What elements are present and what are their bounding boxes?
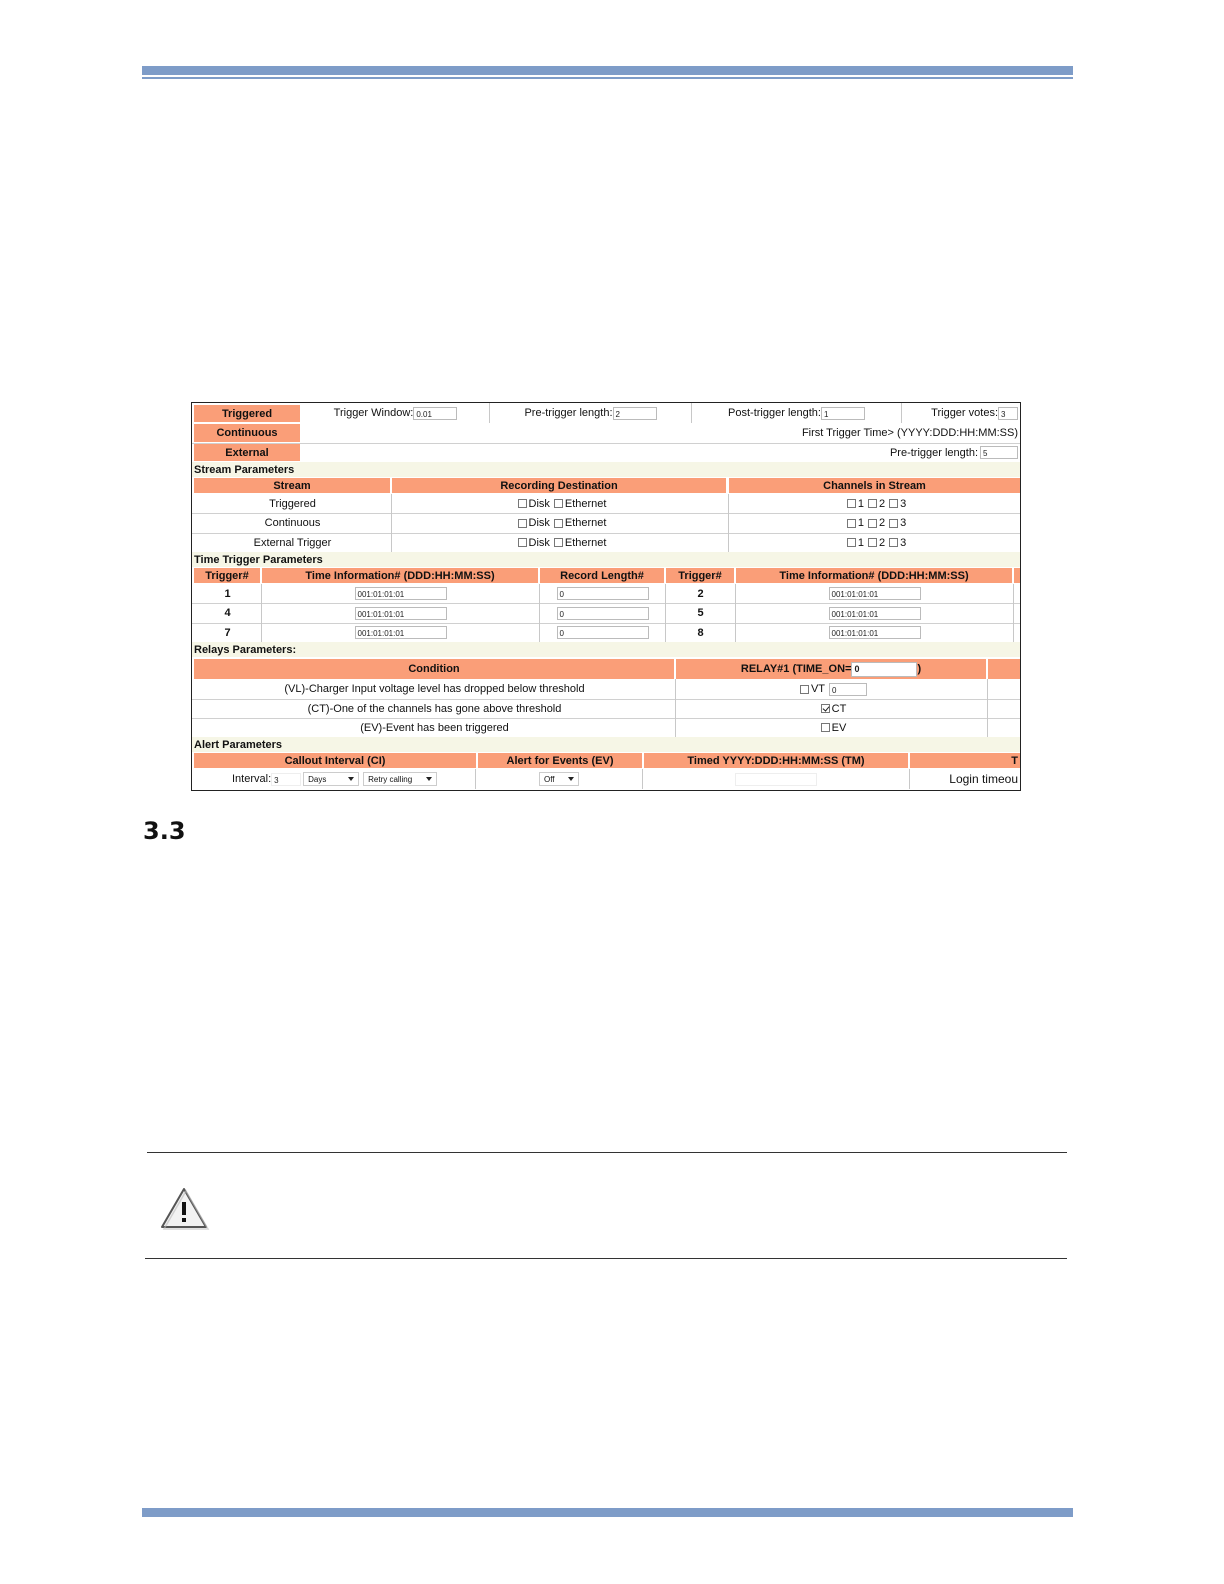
channel-1-checkbox[interactable]: [847, 519, 856, 528]
ethernet-label: Ethernet: [564, 536, 607, 549]
recording-destination-header: Recording Destination: [392, 478, 726, 493]
stream-parameters-section: [192, 462, 1020, 477]
timeout-header: T: [910, 753, 1020, 768]
channel-label: 2: [878, 497, 886, 510]
ethernet-label: Ethernet: [564, 517, 607, 529]
configuration-panel: [191, 402, 1021, 791]
retry-value: Retry calling: [368, 774, 413, 784]
post-trigger-label: Post-trigger length:: [728, 407, 821, 419]
ethernet-checkbox[interactable]: [554, 499, 563, 508]
channel-1-checkbox[interactable]: [847, 538, 856, 547]
channel-label: 3: [900, 536, 907, 549]
time-information-input[interactable]: 001:01:01:01: [355, 607, 447, 620]
vt-label: VT: [810, 683, 826, 695]
section-number: 3.3: [143, 817, 186, 845]
login-timeout-label: Login timeou: [949, 772, 1018, 786]
ct-checkbox[interactable]: [821, 704, 830, 713]
channel-label: 3: [900, 497, 907, 510]
timed-header: Timed YYYY:DDD:HH:MM:SS (TM): [644, 753, 908, 768]
relays-title: Relays Parameters:: [194, 643, 297, 656]
timed-input[interactable]: [735, 773, 817, 786]
external-row: [192, 443, 1020, 463]
channel-1-checkbox[interactable]: [847, 499, 856, 508]
alert-header-row: [192, 753, 1020, 768]
vt-checkbox[interactable]: [800, 685, 809, 694]
time-information-input[interactable]: 001:01:01:01: [355, 587, 447, 600]
interval-label: Interval:: [232, 773, 272, 785]
page-footer-bar: [142, 1508, 1073, 1517]
first-trigger-time-label: First Trigger Time> (YYYY:DDD:HH:MM:SS): [801, 427, 1018, 439]
alert-title: Alert Parameters: [194, 738, 283, 751]
stream-row-external: [192, 533, 1020, 553]
time-information-input[interactable]: 001:01:01:01: [355, 626, 447, 639]
stream-name: External Trigger: [194, 533, 392, 552]
note-top-rule: [147, 1152, 1067, 1153]
chevron-down-icon: [426, 777, 432, 781]
relay-row-vl: [192, 679, 1020, 700]
page-header-rule: [142, 77, 1073, 79]
chevron-down-icon: [568, 777, 574, 781]
stream-header-row: [192, 478, 1020, 493]
disk-checkbox[interactable]: [518, 499, 527, 508]
channel-label: 2: [878, 517, 886, 529]
channels-in-stream-header: Channels in Stream: [729, 478, 1020, 493]
trigger-number: 8: [666, 623, 736, 642]
stream-name: Continuous: [194, 513, 392, 533]
disk-label: Disk: [528, 497, 550, 510]
chevron-down-icon: [348, 777, 354, 781]
external-pre-trigger-label: Pre-trigger length:: [889, 446, 978, 459]
pre-trigger-input[interactable]: 2: [613, 407, 657, 420]
post-trigger-input[interactable]: 1: [821, 407, 865, 420]
relay-header-overflow: [988, 659, 1020, 679]
ethernet-label: Ethernet: [564, 497, 607, 510]
continuous-label: Continuous: [216, 427, 278, 439]
time-trigger-title: Time Trigger Parameters: [194, 553, 323, 566]
disk-checkbox[interactable]: [518, 538, 527, 547]
warning-triangle-icon: [158, 1185, 210, 1238]
time-information-header-2: Time Information# (DDD:HH:MM:SS): [736, 568, 1012, 583]
channel-label: 2: [878, 536, 886, 549]
relay-header-label: RELAY#1 (TIME_ON=: [740, 663, 852, 675]
external-mode-button[interactable]: [194, 444, 300, 461]
ethernet-checkbox[interactable]: [554, 519, 563, 528]
pre-trigger-label: Pre-trigger length:: [524, 407, 613, 419]
channel-3-checkbox[interactable]: [889, 538, 898, 547]
continuous-row: [192, 423, 1020, 444]
relay-condition: (VL)-Charger Input voltage level has dropped below threshold: [194, 679, 676, 699]
stream-row-continuous: [192, 513, 1020, 534]
alert-events-value: Off: [544, 774, 555, 784]
interval-unit-select[interactable]: [303, 772, 359, 786]
trigger-number: 7: [194, 623, 262, 642]
continuous-mode-button[interactable]: [194, 424, 300, 442]
page-header-bar: [142, 66, 1073, 75]
header-overflow: [1014, 568, 1020, 583]
trigger-number: 5: [666, 603, 736, 623]
record-length-header: Record Length#: [540, 568, 664, 583]
triggered-row: [192, 403, 1020, 423]
ct-label: CT: [831, 702, 847, 715]
alert-for-events-header: Alert for Events (EV): [478, 753, 642, 768]
trigger-window-label: Trigger Window:: [333, 407, 414, 419]
vt-threshold-input[interactable]: 0: [829, 683, 867, 696]
time-trigger-row: [192, 623, 1020, 643]
external-pre-trigger-input[interactable]: 5: [980, 446, 1018, 459]
relay-condition: (CT)-One of the channels has gone above threshold: [194, 699, 676, 718]
time-trigger-section: [192, 552, 1020, 567]
interval-unit-value: Days: [308, 774, 327, 784]
trigger-votes-label: Trigger votes:: [931, 407, 998, 419]
triggered-label: Triggered: [221, 407, 273, 420]
stream-header: Stream: [194, 478, 390, 493]
condition-header: Condition: [194, 659, 674, 679]
channel-2-checkbox[interactable]: [868, 519, 877, 528]
ev-label: EV: [831, 721, 847, 734]
trigger-number-header: Trigger#: [194, 568, 260, 583]
relay-condition: (EV)-Event has been triggered: [194, 718, 676, 737]
channel-label: 1: [857, 517, 864, 529]
alert-section: [192, 737, 1020, 752]
alert-events-select[interactable]: [539, 772, 579, 786]
alert-values-row: [192, 769, 1020, 789]
trigger-window-input[interactable]: 0.01: [413, 407, 457, 420]
time-information-input[interactable]: 001:01:01:01: [829, 607, 921, 620]
disk-checkbox[interactable]: [518, 519, 527, 528]
stream-row-triggered: [192, 494, 1020, 514]
record-length-input[interactable]: 0: [557, 626, 649, 639]
relay-time-on-input[interactable]: 0: [851, 662, 917, 677]
ethernet-checkbox[interactable]: [554, 538, 563, 547]
channel-label: 1: [857, 536, 864, 549]
stream-name: Triggered: [194, 494, 392, 513]
relay-row-ev: [192, 718, 1020, 738]
time-trigger-header-row: [192, 568, 1020, 583]
trigger-number: 4: [194, 603, 262, 623]
channel-3-checkbox[interactable]: [889, 519, 898, 528]
time-information-header: Time Information# (DDD:HH:MM:SS): [262, 568, 538, 583]
interval-input[interactable]: 3: [271, 773, 301, 786]
time-trigger-row: [192, 603, 1020, 624]
record-length-input[interactable]: 0: [557, 587, 649, 600]
relays-header-row: [192, 659, 1020, 679]
external-label: External: [225, 446, 269, 459]
record-length-input[interactable]: 0: [557, 607, 649, 620]
time-information-input[interactable]: 001:01:01:01: [829, 626, 921, 639]
trigger-number: 1: [194, 584, 262, 603]
triggered-mode-button[interactable]: [194, 405, 300, 422]
relay-row-ct: [192, 699, 1020, 719]
channel-2-checkbox[interactable]: [868, 538, 877, 547]
channel-2-checkbox[interactable]: [868, 499, 877, 508]
trigger-number: 2: [666, 584, 736, 603]
ev-checkbox[interactable]: [821, 723, 830, 732]
channel-label: 3: [900, 517, 907, 529]
trigger-number-header-2: Trigger#: [666, 568, 734, 583]
retry-select[interactable]: [363, 772, 437, 786]
relay-header-suffix: ): [917, 663, 922, 675]
disk-label: Disk: [528, 517, 550, 529]
channel-3-checkbox[interactable]: [889, 499, 898, 508]
disk-label: Disk: [528, 536, 550, 549]
trigger-votes-input[interactable]: 3: [998, 407, 1018, 420]
callout-interval-header: Callout Interval (CI): [194, 753, 476, 768]
stream-parameters-title: Stream Parameters: [194, 463, 295, 476]
note-bottom-rule: [145, 1258, 1067, 1259]
channel-label: 1: [857, 497, 864, 510]
time-information-input[interactable]: 001:01:01:01: [829, 587, 921, 600]
relays-section: [192, 642, 1020, 657]
time-trigger-row: [192, 584, 1020, 604]
